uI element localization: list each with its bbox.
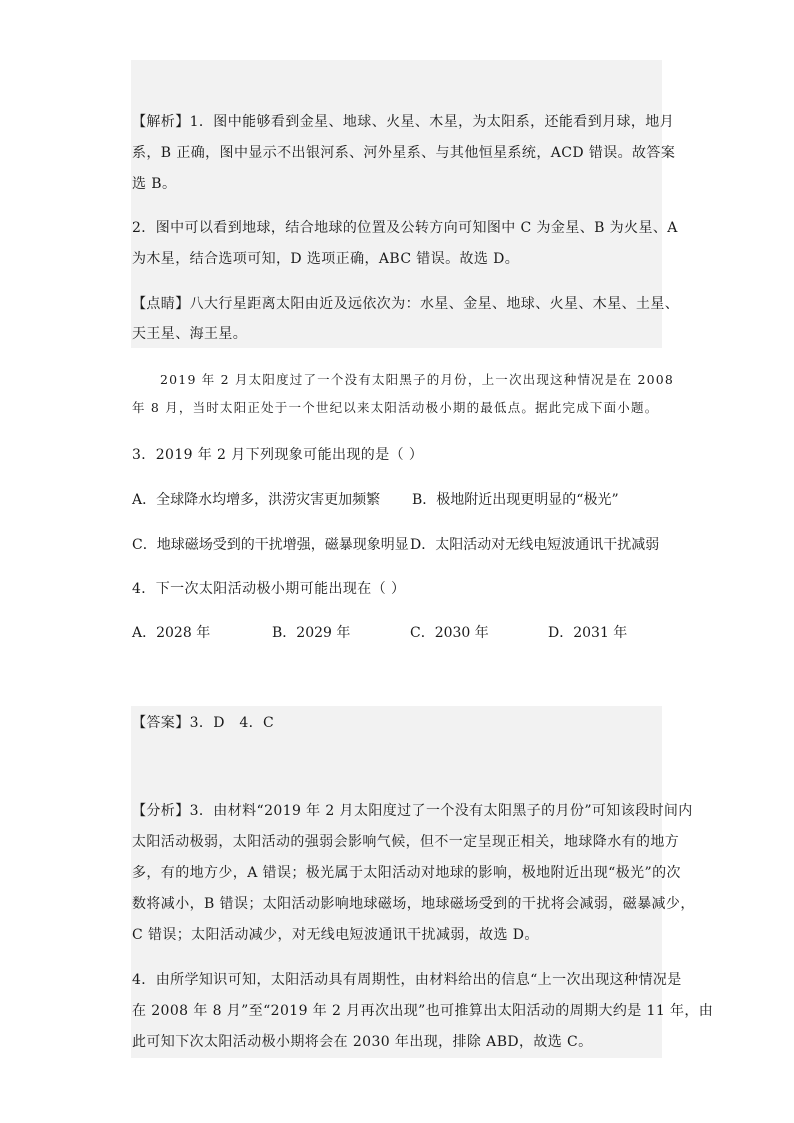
analysis2-line-3: 多，有的地方少，A 错误；极光属于太阳活动对地球的影响，极地附近出现“极光”的次	[132, 865, 681, 881]
analysis2-line-4: 数将减小，B 错误；太阳活动影响地球磁场，地球磁场受到的干扰将会减弱，磁暴减少，	[132, 896, 695, 912]
q4-option-a: A．2028 年	[132, 625, 211, 641]
q4-option-d: D．2031 年	[548, 625, 628, 641]
analysis2-line-2: 太阳活动极弱，太阳活动的强弱会影响气候，但不一定呈现正相关，地球降水有的地方	[132, 834, 680, 850]
q4-option-b: B．2029 年	[272, 625, 351, 641]
question-3-stem: 3．2019 年 2 月下列现象可能出现的是（ ）	[132, 447, 424, 463]
answer-line: 【答案】3．D 4．C	[132, 715, 275, 731]
analysis1-line-4: 2．图中可以看到地球，结合地球的位置及公转方向可知图中 C 为金星、B 为火星、A	[132, 220, 678, 236]
analysis1-line-3: 选 B。	[132, 176, 177, 192]
question-4-stem: 4．下一次太阳活动极小期可能出现在（ ）	[132, 581, 406, 597]
analysis2-line-6: 4．由所学知识可知，太阳活动具有周期性，由材料给出的信息“上一次出现这种情况是	[132, 972, 682, 988]
analysis1-line-2: 系，B 正确，图中显示不出银河系、河外星系、与其他恒星系统，ACD 错误。故答案	[132, 145, 676, 161]
analysis2-line-5: C 错误；太阳活动减少，对无线电短波通讯干扰减弱，故选 D。	[132, 927, 539, 943]
q3-option-b: B．极地附近出现更明显的“极光”	[412, 492, 619, 508]
q3-option-d: D．太阳活动对无线电短波通讯干扰减弱	[410, 537, 660, 553]
q4-option-c: C．2030 年	[410, 625, 489, 641]
key-point-line-1: 【点睛】八大行星距离太阳由近及远依次为：水星、金星、地球、火星、木星、土星、	[132, 296, 680, 312]
q3-option-c: C．地球磁场受到的干扰增强，磁暴现象明显	[132, 537, 409, 553]
key-point-line-2: 天王星、海王星。	[132, 326, 248, 342]
analysis1-line-1: 【解析】1．图中能够看到金星、地球、火星、木星，为太阳系，还能看到月球，地月	[132, 114, 675, 130]
material-line-2: 年 8 月，当时太阳正处于一个世纪以来太阳活动极小期的最低点。据此完成下面小题。	[132, 400, 659, 415]
analysis1-line-5: 为木星，结合选项可知，D 选项正确，ABC 错误。故选 D。	[132, 251, 520, 267]
analysis2-line-8: 此可知下次太阳活动极小期将会在 2030 年出现，排除 ABD，故选 C。	[132, 1034, 593, 1050]
analysis2-line-7: 在 2008 年 8 月”至“2019 年 2 月再次出现”也可推算出太阳活动的周期大约是 11 年，由	[132, 1003, 714, 1019]
analysis2-line-1: 【分析】3．由材料“2019 年 2 月太阳度过了一个没有太阳黑子的月份”可知该段时间内	[132, 803, 693, 819]
material-line-1: 2019 年 2 月太阳度过了一个没有太阳黑子的月份，上一次出现这种情况是在 2008	[160, 372, 675, 387]
q3-option-a: A．全球降水均增多，洪涝灾害更加频繁	[132, 492, 381, 508]
